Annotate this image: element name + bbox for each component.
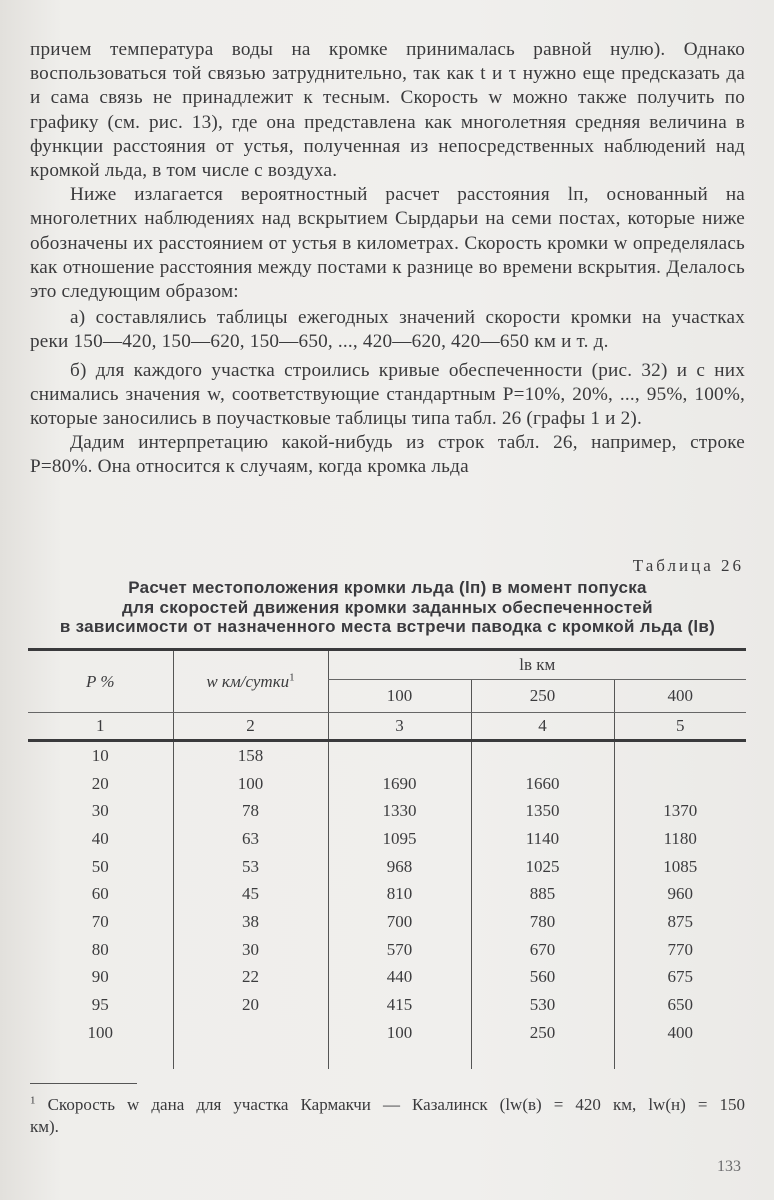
cell-w: 63 <box>173 825 328 853</box>
cell-l250: 885 <box>471 880 614 908</box>
table-row <box>28 936 746 964</box>
col-number-1: 1 <box>96 716 105 735</box>
table-label: Таблица 26 <box>632 556 744 575</box>
cell-l250: 250 <box>471 1019 614 1047</box>
header-p-percent: P % <box>28 650 173 713</box>
cell-l250: 780 <box>471 908 614 936</box>
cell-l250: 1025 <box>471 853 614 881</box>
cell-l100: 700 <box>328 908 471 936</box>
cell-l250: 1350 <box>471 797 614 825</box>
col-number-5: 5 <box>614 713 746 741</box>
cell-l250: 530 <box>471 991 614 1019</box>
header-lv-400: 400 <box>614 680 746 713</box>
page-number: 133 <box>717 1158 741 1175</box>
table-row <box>28 797 746 825</box>
cell-w: 78 <box>173 797 328 825</box>
cell-w: 100 <box>173 770 328 798</box>
cell-l400: 770 <box>614 936 746 964</box>
cell-l400: 960 <box>614 880 746 908</box>
cell-w: 22 <box>173 964 328 992</box>
table-row <box>28 825 746 853</box>
table-row <box>28 1019 746 1047</box>
header-lv-250: 250 <box>471 680 614 713</box>
header-w-speed <box>173 650 328 713</box>
cell-w: 45 <box>173 880 328 908</box>
caption-line-3: в зависимости от назначенного места встречи паводка с кромкой льда (lв) <box>59 617 716 636</box>
cell-l400: 400 <box>614 1019 746 1047</box>
cell-w: 158 <box>173 741 328 770</box>
table-row <box>28 880 746 908</box>
cell-w: 38 <box>173 908 328 936</box>
footnote-divider <box>30 1083 137 1084</box>
cell-p: 80 <box>91 939 109 959</box>
cell-l250: 670 <box>471 936 614 964</box>
body-text <box>30 38 745 480</box>
cell-l250: 1660 <box>471 770 614 798</box>
cell-w <box>173 1019 328 1047</box>
cell-p: 10 <box>91 745 109 765</box>
table-row <box>28 741 746 770</box>
cell-l100: 968 <box>328 853 471 881</box>
header-w-label: w км/сутки <box>206 671 290 691</box>
cell-p: 70 <box>91 911 109 931</box>
cell-w: 30 <box>173 936 328 964</box>
cell-l100: 570 <box>328 936 471 964</box>
cell-l100: 100 <box>328 1019 471 1047</box>
cell-l250: 1140 <box>471 825 614 853</box>
paragraph-5: Дадим интерпретацию какой-нибудь из строк табл. 26, например, строке P=80%. Она относится к случаям, когда кромка льда <box>30 432 745 478</box>
cell-l100: 1095 <box>328 825 471 853</box>
footnote-number: 1 <box>30 1094 36 1107</box>
cell-l400: 650 <box>614 991 746 1019</box>
cell-p: 20 <box>91 773 109 793</box>
paragraph-4-item-b: б) для каждого участка строились кривые обеспеченности (рис. 32) и с них снимались значения w, соответствующие стандартным P=10%, 20%, ..., 95%, 100%, которые заносились в поучастковые таблицы типа табл. 26 (графы 1 и 2). <box>30 359 745 430</box>
cell-p: 30 <box>91 801 109 821</box>
paragraph-2: Ниже излагается вероятностный расчет расстояния lп, основанный на многолетних наблюдениях над вскрытием Сырдарьи на семи постах, которые ниже обозначены их расстоянием от устья в километрах. Скорость кромки w определялась как отношение расстояния между постами к разнице во времени вскрытия. Делалось это следующим образом: <box>30 184 745 303</box>
col-number-2: 2 <box>173 713 328 741</box>
cell-l100: 415 <box>328 991 471 1019</box>
table-row <box>28 770 746 798</box>
cell-p: 40 <box>91 828 109 848</box>
table-caption <box>20 578 755 637</box>
cell-l100: 1330 <box>328 797 471 825</box>
cell-w: 20 <box>173 991 328 1019</box>
col-number-4: 4 <box>471 713 614 741</box>
paragraph-3-item-a: а) составлялись таблицы ежегодных значений скорости кромки на участках реки 150—420, 150—620, 150—650, ..., 420—620, 420—650 км и т. д. <box>30 307 745 353</box>
cell-l400: 875 <box>614 908 746 936</box>
footnote-mark: 1 <box>289 670 295 683</box>
data-table <box>28 648 746 1069</box>
paragraph-1: причем температура воды на кромке принималась равной нулю). Однако воспользоваться той связью затруднительно, так как t и τ нужно еще предсказать да и сама связь не принадлежит к тесным. Скорость w можно также получить по графику (см. рис. 13), где она представлена как многолетняя средняя величина в функции расстояния от устья, полученная из непосредственных наблюдений над кромкой льда, в том числе с воздуха. <box>30 39 745 182</box>
caption-line-1: Расчет местоположения кромки льда (lп) в момент попуска <box>128 578 647 597</box>
header-lv-group: lв км <box>328 650 746 680</box>
col-number-3: 3 <box>328 713 471 741</box>
cell-l100: 440 <box>328 964 471 992</box>
cell-p: 100 <box>87 1022 113 1042</box>
cell-l100 <box>328 741 471 770</box>
cell-p: 60 <box>91 884 109 904</box>
cell-p: 95 <box>91 995 109 1015</box>
cell-l100: 810 <box>328 880 471 908</box>
cell-l100: 1690 <box>328 770 471 798</box>
cell-l400: 675 <box>614 964 746 992</box>
cell-l400 <box>614 770 746 798</box>
footnote-text: Скорость w дана для участка Кармакчи — Казалинск (lw(в) = 420 км, lw(н) = 150 км). <box>30 1095 745 1136</box>
cell-l400 <box>614 741 746 770</box>
cell-l400: 1085 <box>614 853 746 881</box>
table-row <box>28 853 746 881</box>
footnote <box>30 1094 745 1138</box>
table-row <box>28 908 746 936</box>
cell-l400: 1180 <box>614 825 746 853</box>
cell-l250: 560 <box>471 964 614 992</box>
cell-w: 53 <box>173 853 328 881</box>
cell-l250 <box>471 741 614 770</box>
cell-p: 50 <box>91 856 109 876</box>
table-row <box>28 991 746 1019</box>
table-row <box>28 964 746 992</box>
cell-l400: 1370 <box>614 797 746 825</box>
cell-p: 90 <box>91 967 109 987</box>
header-lv-100: 100 <box>328 680 471 713</box>
caption-line-2: для скоростей движения кромки заданных обеспеченностей <box>122 597 653 617</box>
